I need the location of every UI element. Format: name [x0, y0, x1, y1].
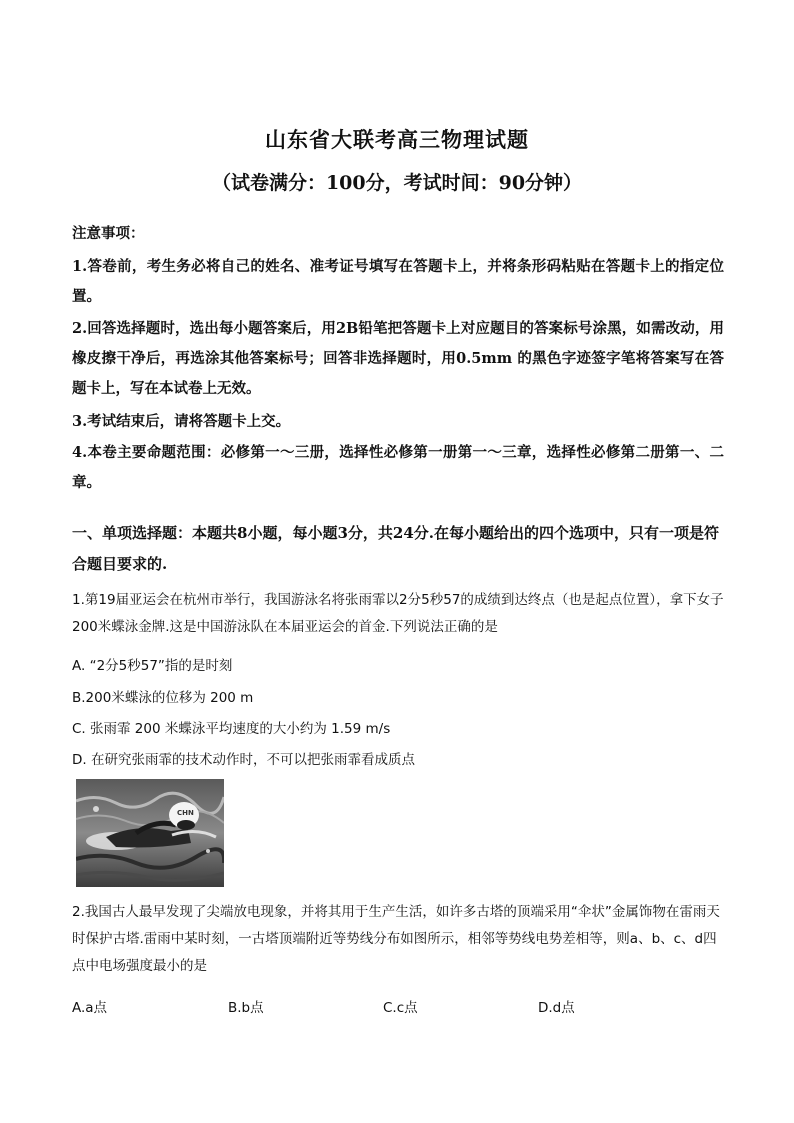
question-2-option-a: A.a点 [72, 1000, 108, 1016]
exam-subtitle: （试卷满分：100分，考试时间：90分钟） [211, 172, 583, 194]
question-1-option-b: B.200米蝶泳的位移为 200 m [72, 690, 254, 706]
swim-cap-logo: CHN [177, 809, 194, 817]
note-item-1: 1.答卷前，考生务必将自己的姓名、准考证号填写在答题卡上，并将条形码粘贴在答题卡上的指定位置。 [72, 258, 724, 305]
section-heading-single-choice: 一、单项选择题：本题共8小题，每小题3分，共24分.在每小题给出的四个选项中，只有一项是符合题目要求的. [72, 524, 719, 573]
question-1-option-a: A. “2分5秒57”指的是时刻 [72, 658, 233, 674]
note-item-4: 4.本卷主要命题范围：必修第一～三册，选择性必修第一册第一～三章，选择性必修第二册第一、二章。 [72, 444, 724, 491]
note-item-3: 3.考试结束后，请将答题卡上交。 [72, 413, 291, 430]
question-2-option-d: D.d点 [538, 1000, 575, 1016]
notes-heading: 注意事项： [72, 225, 145, 242]
question-2-stem: 2.我国古人最早发现了尖端放电现象，并将其用于生产生活，如许多古塔的顶端采用“伞状”金属饰物在雷雨天时保护古塔.雷雨中某时刻，一古塔顶端附近等势线分布如图所示，相邻等势线电势差相等，则a、b、c、d四点中电场强度最小的是 [72, 904, 720, 974]
swimmer-photo-image [76, 779, 224, 887]
question-2-option-c: C.c点 [383, 1000, 418, 1016]
swimmer-photo [76, 779, 224, 887]
question-1-stem: 1.第19届亚运会在杭州市举行，我国游泳名将张雨霏以2分5秒57的成绩到达终点（也是起点位置），拿下女子200米蝶泳金牌.这是中国游泳队在本届亚运会的首金.下列说法正确的是 [72, 592, 724, 635]
question-2-option-b: B.b点 [228, 1000, 264, 1016]
exam-title: 山东省大联考高三物理试题 [265, 127, 529, 152]
question-1-option-d: D. 在研究张雨霏的技术动作时，不可以把张雨霏看成质点 [72, 752, 415, 768]
question-1-option-c: C. 张雨霏 200 米蝶泳平均速度的大小约为 1.59 m/s [72, 721, 391, 737]
note-item-2: 2.回答选择题时，选出每小题答案后，用2B铅笔把答题卡上对应题目的答案标号涂黑，如需改动，用橡皮擦干净后，再选涂其他答案标号；回答非选择题时，用0.5mm 的黑色字迹签字笔将答案写在答题卡上，写在本试卷上无效。 [72, 320, 724, 397]
